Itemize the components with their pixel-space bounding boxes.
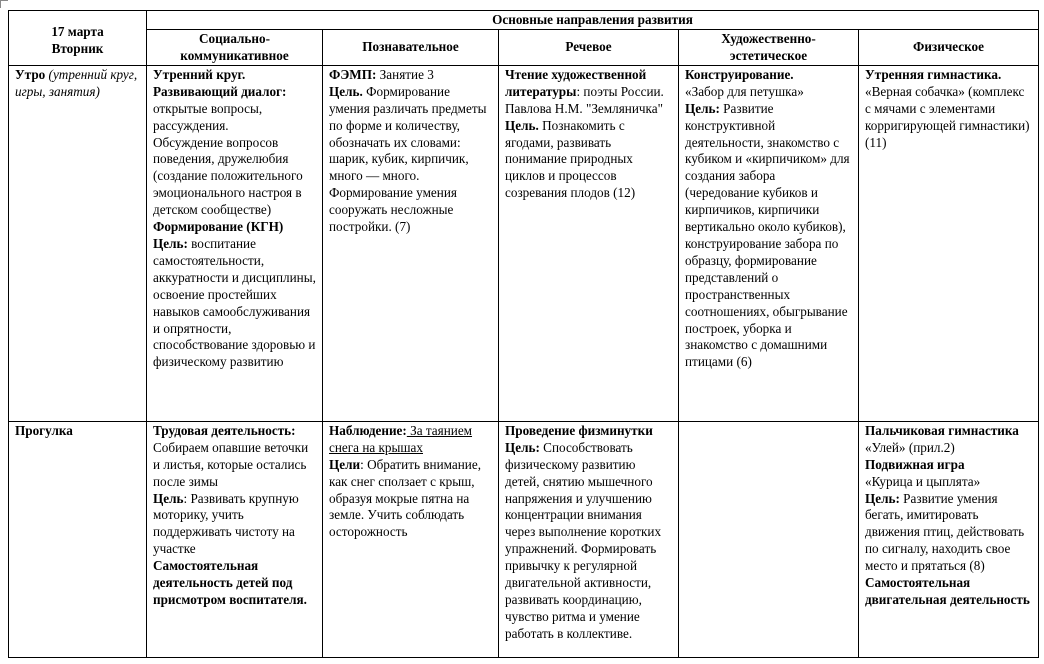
walk-physical-goal-text: Развитие умения бегать, имитировать движения птиц, действовать по сигналу, находить свое место и прятаться (8)	[865, 490, 1025, 574]
date: 17 марта	[51, 24, 104, 39]
morning-art-goal-text: Развитие конструктивной деятельности, знакомство с кубиком и «кирпичиком» для создания забора (чередование кубиков и кирпичиков, кирпичики вертикально около кубиков), конструирование забора по образцу, формирование представлений о пространственных соотношениях, обыгрывание построек, уборка и знакомство с домашними птицами (6)	[685, 100, 850, 370]
walk-speech-cell	[499, 421, 679, 657]
walk-social-cell	[147, 421, 323, 657]
column-header-cognitive: Познавательное	[323, 29, 499, 65]
walk-art-cell	[679, 421, 859, 657]
walk-social-goal-text: : Развивать крупную моторику, учить поддерживать чистоту на участке	[153, 490, 299, 557]
walk-speech-goal-label: Цель:	[505, 439, 540, 455]
walk-row	[9, 421, 1039, 657]
morning-cognitive-lesson: Занятие 3	[376, 66, 434, 82]
page-corner-mark	[0, 0, 8, 8]
morning-cognitive-goal-text: Формирование умения различать предметы по форме и количеству, обозначать их словами: шарик, кубик, кирпичик, много — много. Формирование умения сооружать несложные постройки. (7)	[329, 83, 487, 235]
date-cell	[9, 11, 147, 66]
walk-social-independent: Самостоятельная деятельность детей под присмотром воспитателя.	[153, 558, 307, 607]
walk-label: Прогулка	[15, 422, 73, 438]
walk-physical-finger-text: «Улей» (прил.2)	[865, 439, 955, 455]
walk-cognitive-goal-text: : Обратить внимание, как снег сползает с крыш, образуя мокрые пятна на земле. Учить соблюдать осторожность	[329, 456, 482, 540]
morning-physical-text: «Верная собачка» (комплекс с мячами с элементами корригирующей гимнастики) (11)	[865, 83, 1030, 150]
morning-label: Утро	[15, 66, 46, 82]
morning-speech-title: Чтение художественной литературы	[505, 66, 647, 99]
morning-row	[9, 65, 1039, 421]
walk-speech-title: Проведение физминутки	[505, 422, 653, 438]
weekday: Вторник	[51, 41, 104, 56]
walk-cognitive-topic: За таянием снега на крышах	[329, 422, 473, 455]
morning-social-discussion: Обсуждение вопросов поведения, дружелюбия (создание положительного эмоционального настроя в детском сообществе)	[153, 134, 303, 218]
column-header-art: Художественно-эстетическое	[679, 29, 859, 65]
walk-speech-goal-text: Способствовать физическому развитию детей, снятию мышечного напряжения и улучшению концентрации внимания через выполнение коротких упражнений. Формировать привычку к регулярной двигательной активности, развивать координацию, чувство ритма и умение работать в коллективе.	[505, 439, 662, 641]
morning-art-title: Конструирование.	[685, 66, 794, 82]
morning-physical-title: Утренняя гимнастика.	[865, 66, 1002, 82]
morning-speech-goal-label: Цель.	[505, 117, 539, 133]
walk-cognitive-cell	[323, 421, 499, 657]
morning-speech-goal-text: Познакомить с ягодами, развивать понимание природных циклов и процессов созревания плодов (12)	[505, 117, 636, 201]
walk-label-cell	[9, 421, 147, 657]
morning-physical-cell	[859, 65, 1039, 421]
walk-social-text: Собираем опавшие веточки и листья, которые остались после зимы	[153, 439, 309, 489]
plan-table	[8, 10, 1039, 658]
morning-social-circle: Утренний круг.	[153, 66, 246, 82]
morning-cognitive-cell	[323, 65, 499, 421]
morning-speech-cell	[499, 65, 679, 421]
walk-physical-game-title: Подвижная игра	[865, 456, 965, 472]
morning-art-subtitle: «Забор для петушка»	[685, 83, 804, 99]
walk-physical-finger-title: Пальчиковая гимнастика	[865, 422, 1019, 438]
morning-cognitive-goal-label: Цель.	[329, 83, 363, 99]
morning-speech-text: : поэты России. Павлова Н.М. "Земляничка"	[505, 83, 664, 116]
morning-art-cell	[679, 65, 859, 421]
column-header-speech: Речевое	[499, 29, 679, 65]
morning-social-goal-label: Цель:	[153, 235, 188, 251]
morning-social-cell	[147, 65, 323, 421]
morning-social-goal-text: воспитание самостоятельности, аккуратности и дисциплины, освоение простейших навыков самообслуживания и опрятности, способствование здоровью и физическому развитию	[153, 235, 316, 370]
morning-social-dialog-text: открытые вопросы, рассуждения.	[153, 100, 263, 133]
walk-physical-goal-label: Цель:	[865, 490, 900, 506]
walk-social-goal-label: Цель	[153, 490, 184, 506]
morning-art-goal-label: Цель:	[685, 100, 720, 116]
morning-social-kgn-title: Формирование (КГН)	[153, 219, 284, 235]
morning-social-dialog-title: Развивающий диалог:	[153, 83, 287, 99]
column-header-social: Социально-коммуникативное	[147, 29, 323, 65]
walk-physical-cell	[859, 421, 1039, 657]
walk-cognitive-goal-label: Цели	[329, 456, 361, 472]
walk-cognitive-title: Наблюдение:	[329, 422, 407, 438]
morning-label-cell	[9, 65, 147, 421]
morning-label-note: (утренний круг, игры, занятия)	[15, 66, 138, 99]
column-header-physical: Физическое	[859, 29, 1039, 65]
morning-cognitive-title: ФЭМП:	[329, 66, 377, 82]
walk-physical-game-text: «Курица и цыплята»	[865, 473, 981, 489]
main-title: Основные направления развития	[147, 11, 1039, 30]
walk-physical-independent: Самостоятельная двигательная деятельность	[865, 575, 1030, 607]
walk-social-title: Трудовая деятельность:	[153, 422, 296, 438]
